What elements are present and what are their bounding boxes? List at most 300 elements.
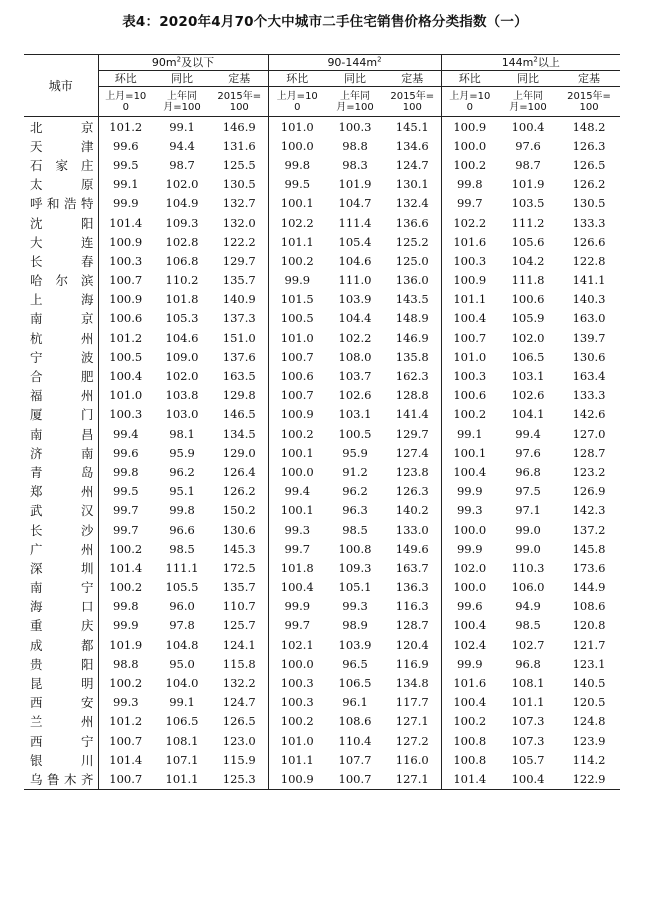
index-value: 98.7 <box>169 157 195 172</box>
index-value: 173.6 <box>572 560 606 575</box>
index-value: 102.2 <box>441 213 498 232</box>
index-value: 100.1 <box>268 194 326 213</box>
index-value: 99.7 <box>441 194 498 213</box>
index-value: 126.6 <box>572 234 606 249</box>
index-value: 99.7 <box>98 501 153 520</box>
index-value: 146.9 <box>395 330 429 345</box>
index-value: 96.0 <box>169 599 195 614</box>
index-value: 100.2 <box>441 405 498 424</box>
index-value: 128.7 <box>572 445 606 460</box>
index-value: 99.8 <box>98 597 153 616</box>
base-header-yoy <box>153 87 211 117</box>
index-value: 99.0 <box>515 522 541 537</box>
index-value: 111.0 <box>338 273 372 288</box>
table-row <box>24 769 620 789</box>
base-header-line2: 月=100 <box>336 101 374 113</box>
city-name: 上海 <box>30 292 94 308</box>
index-value: 102.8 <box>165 234 199 249</box>
index-value: 103.1 <box>338 407 372 422</box>
index-value: 108.6 <box>338 714 372 729</box>
index-value: 122.8 <box>572 253 606 268</box>
index-value: 149.6 <box>395 541 429 556</box>
index-value: 101.6 <box>441 673 498 692</box>
index-value: 100.2 <box>268 251 326 270</box>
price-index-table <box>24 54 620 790</box>
index-value: 101.4 <box>98 213 153 232</box>
table-row <box>24 309 620 328</box>
index-value: 91.2 <box>342 464 368 479</box>
index-value: 163.4 <box>572 369 606 384</box>
index-value: 137.3 <box>222 311 256 326</box>
index-value: 136.3 <box>395 580 429 595</box>
index-value: 137.6 <box>222 349 256 364</box>
base-header-line1: 上月=10 <box>276 90 318 102</box>
index-value: 104.6 <box>338 253 372 268</box>
index-value: 100.0 <box>268 462 326 481</box>
index-value: 134.6 <box>395 138 429 153</box>
index-value: 102.0 <box>165 177 199 192</box>
index-value: 145.8 <box>572 541 606 556</box>
index-value: 144.9 <box>572 580 606 595</box>
index-value: 96.8 <box>515 464 541 479</box>
index-value: 99.3 <box>98 693 153 712</box>
index-value: 133.3 <box>572 215 606 230</box>
table-header <box>24 55 620 117</box>
table-row <box>24 175 620 194</box>
index-value: 100.4 <box>268 578 326 597</box>
index-value: 114.2 <box>572 752 606 767</box>
city-name: 长春 <box>30 253 94 269</box>
index-value: 127.0 <box>572 426 606 441</box>
city-name: 广州 <box>30 541 94 557</box>
index-value: 101.4 <box>98 750 153 769</box>
index-value: 101.9 <box>338 177 372 192</box>
index-value: 145.3 <box>222 541 256 556</box>
index-value: 127.4 <box>395 445 429 460</box>
index-value: 104.2 <box>511 253 545 268</box>
base-header-mom <box>98 87 153 117</box>
index-value: 100.8 <box>338 541 372 556</box>
base-header-base <box>211 87 268 117</box>
index-value: 99.9 <box>441 539 498 558</box>
city-name: 北京 <box>24 117 98 137</box>
index-value: 103.7 <box>338 369 372 384</box>
index-value: 103.9 <box>338 637 372 652</box>
index-value: 140.5 <box>572 676 606 691</box>
base-header-line2: 0 <box>122 101 129 113</box>
index-value: 100.3 <box>441 251 498 270</box>
index-value: 100.2 <box>268 712 326 731</box>
index-value: 103.0 <box>165 407 199 422</box>
index-value: 103.9 <box>338 292 372 307</box>
index-value: 146.9 <box>211 117 268 137</box>
index-value: 110.2 <box>165 273 199 288</box>
index-value: 100.7 <box>98 271 153 290</box>
index-value: 104.8 <box>165 637 199 652</box>
index-value: 125.2 <box>395 234 429 249</box>
table-row <box>24 271 620 290</box>
city-name: 贵阳 <box>30 656 94 672</box>
city-column-header: 城市 <box>24 55 98 117</box>
index-value: 100.6 <box>511 292 545 307</box>
index-value: 95.9 <box>342 445 368 460</box>
index-value: 128.7 <box>395 618 429 633</box>
index-value: 116.9 <box>395 656 429 671</box>
table-row <box>24 424 620 443</box>
index-value: 115.9 <box>222 752 256 767</box>
index-value: 130.6 <box>222 522 256 537</box>
index-value: 101.1 <box>268 750 326 769</box>
index-value: 99.9 <box>441 654 498 673</box>
index-value: 125.7 <box>222 618 256 633</box>
city-name: 呼和浩特 <box>30 196 94 212</box>
table-row <box>24 405 620 424</box>
index-value: 102.2 <box>338 330 372 345</box>
index-value: 100.2 <box>98 673 153 692</box>
table-row <box>24 750 620 769</box>
sub-header-row <box>24 71 620 87</box>
sub-header-mom: 环比 <box>268 71 326 87</box>
index-value: 98.8 <box>342 138 368 153</box>
base-header-line2: 0 <box>466 101 473 113</box>
table-row <box>24 482 620 501</box>
index-value: 107.1 <box>165 752 199 767</box>
index-value: 100.7 <box>268 386 326 405</box>
index-value: 100.6 <box>441 386 498 405</box>
index-value: 99.4 <box>515 426 541 441</box>
index-value: 100.7 <box>268 347 326 366</box>
index-value: 127.2 <box>395 733 429 748</box>
index-value: 99.9 <box>268 597 326 616</box>
table-title: 表4：2020年4月70个大中城市二手住宅销售价格分类指数（一） <box>122 14 528 30</box>
index-value: 96.1 <box>342 695 368 710</box>
table-row <box>24 290 620 309</box>
index-value: 99.1 <box>98 175 153 194</box>
table-row <box>24 155 620 174</box>
city-name: 合肥 <box>30 369 94 385</box>
index-value: 105.9 <box>511 311 545 326</box>
sub-header-base: 定基 <box>384 71 441 87</box>
index-value: 96.6 <box>169 522 195 537</box>
index-value: 102.0 <box>165 369 199 384</box>
index-value: 96.2 <box>169 464 195 479</box>
sub-header-base: 定基 <box>558 71 620 87</box>
index-value: 100.3 <box>441 366 498 385</box>
index-value: 129.8 <box>222 388 256 403</box>
city-name: 石家庄 <box>30 157 94 173</box>
index-value: 111.2 <box>511 215 545 230</box>
base-header-line2: 月=100 <box>509 101 547 113</box>
city-name: 南昌 <box>30 426 94 442</box>
table-row <box>24 366 620 385</box>
table-body <box>24 117 620 790</box>
index-value: 101.2 <box>98 328 153 347</box>
index-value: 140.3 <box>572 292 606 307</box>
index-value: 130.5 <box>572 196 606 211</box>
index-value: 99.6 <box>98 443 153 462</box>
index-value: 133.0 <box>395 522 429 537</box>
index-value: 100.0 <box>268 654 326 673</box>
table-row <box>24 673 620 692</box>
city-name: 昆明 <box>30 676 94 692</box>
index-value: 111.8 <box>511 273 545 288</box>
index-value: 98.5 <box>342 522 368 537</box>
index-value: 99.3 <box>342 599 368 614</box>
index-value: 98.8 <box>98 654 153 673</box>
city-name: 武汉 <box>30 503 94 519</box>
index-value: 100.7 <box>326 769 384 789</box>
index-value: 120.5 <box>572 695 606 710</box>
index-value: 99.8 <box>98 462 153 481</box>
base-header-mom <box>441 87 498 117</box>
base-header-base <box>384 87 441 117</box>
index-value: 127.1 <box>384 769 441 789</box>
index-value: 109.0 <box>165 349 199 364</box>
index-value: 101.1 <box>153 769 211 789</box>
base-header-line2: 100 <box>229 101 249 113</box>
index-value: 100.3 <box>98 251 153 270</box>
index-value: 100.1 <box>441 443 498 462</box>
index-value: 105.3 <box>165 311 199 326</box>
base-header-line1: 上年同 <box>167 90 197 102</box>
index-value: 100.2 <box>441 712 498 731</box>
index-value: 129.0 <box>222 445 256 460</box>
index-value: 102.4 <box>441 635 498 654</box>
index-value: 100.5 <box>338 426 372 441</box>
index-value: 99.7 <box>268 539 326 558</box>
city-name: 成都 <box>30 637 94 653</box>
index-value: 100.3 <box>268 673 326 692</box>
index-value: 100.9 <box>268 769 326 789</box>
index-value: 99.9 <box>441 482 498 501</box>
index-value: 124.1 <box>222 637 256 652</box>
index-value: 103.1 <box>511 369 545 384</box>
index-value: 104.7 <box>338 196 372 211</box>
index-value: 107.7 <box>338 752 372 767</box>
index-value: 109.3 <box>165 215 199 230</box>
index-value: 100.0 <box>441 578 498 597</box>
base-header-mom <box>268 87 326 117</box>
index-value: 99.0 <box>515 541 541 556</box>
index-value: 101.1 <box>268 232 326 251</box>
index-value: 94.9 <box>515 599 541 614</box>
index-value: 101.0 <box>268 328 326 347</box>
table-row <box>24 520 620 539</box>
city-name: 福州 <box>30 388 94 404</box>
index-value: 104.0 <box>165 676 199 691</box>
index-value: 106.8 <box>165 253 199 268</box>
index-value: 136.6 <box>395 215 429 230</box>
base-header-line1: 上月=10 <box>449 90 491 102</box>
base-header-yoy <box>498 87 558 117</box>
base-header-base <box>558 87 620 117</box>
index-value: 96.5 <box>342 656 368 671</box>
index-value: 100.2 <box>268 424 326 443</box>
city-name: 乌鲁木齐 <box>24 769 98 789</box>
index-value: 139.7 <box>572 330 606 345</box>
index-value: 123.1 <box>572 656 606 671</box>
index-value: 120.4 <box>395 637 429 652</box>
index-value: 105.1 <box>338 580 372 595</box>
index-value: 100.1 <box>268 501 326 520</box>
index-value: 99.8 <box>441 175 498 194</box>
group-header-small: $90m^2$及以下 <box>98 55 268 71</box>
index-value: 99.7 <box>98 520 153 539</box>
city-name: 深圳 <box>30 560 94 576</box>
group-header-large: $144m^2$以上 <box>441 55 620 71</box>
index-value: 98.5 <box>169 541 195 556</box>
base-header-line2: 100 <box>579 101 599 113</box>
index-value: 148.9 <box>395 311 429 326</box>
group-header-medium: $90-144m^2$ <box>268 55 441 71</box>
city-name: 长沙 <box>30 522 94 538</box>
index-value: 99.9 <box>98 194 153 213</box>
city-name: 沈阳 <box>30 215 94 231</box>
index-value: 100.4 <box>498 769 558 789</box>
city-name: 南京 <box>30 311 94 327</box>
table-row <box>24 347 620 366</box>
index-value: 162.3 <box>395 369 429 384</box>
index-value: 126.3 <box>395 484 429 499</box>
base-header-line2: 月=100 <box>163 101 201 113</box>
index-value: 109.3 <box>338 560 372 575</box>
index-value: 135.8 <box>395 349 429 364</box>
index-value: 98.1 <box>169 426 195 441</box>
index-value: 125.0 <box>395 253 429 268</box>
city-name: 兰州 <box>30 714 94 730</box>
index-value: 101.9 <box>98 635 153 654</box>
index-value: 100.0 <box>441 136 498 155</box>
index-value: 101.5 <box>268 290 326 309</box>
base-header-line1: 2015年= <box>390 90 435 102</box>
index-value: 100.3 <box>268 693 326 712</box>
index-value: 100.7 <box>441 328 498 347</box>
index-value: 127.1 <box>395 714 429 729</box>
index-value: 101.1 <box>511 695 545 710</box>
base-header-line2: 0 <box>294 101 301 113</box>
index-value: 101.2 <box>98 117 153 137</box>
table-row <box>24 712 620 731</box>
index-value: 108.1 <box>165 733 199 748</box>
index-value: 99.3 <box>268 520 326 539</box>
index-value: 143.5 <box>395 292 429 307</box>
index-value: 130.5 <box>222 177 256 192</box>
sub-header-yoy: 同比 <box>153 71 211 87</box>
index-value: 172.5 <box>222 560 256 575</box>
index-value: 105.7 <box>511 752 545 767</box>
sub-header-yoy: 同比 <box>326 71 384 87</box>
index-value: 101.0 <box>98 386 153 405</box>
index-value: 96.2 <box>342 484 368 499</box>
index-value: 95.1 <box>169 484 195 499</box>
index-value: 102.0 <box>441 558 498 577</box>
base-header-line1: 上年同 <box>340 90 370 102</box>
index-value: 110.7 <box>222 599 256 614</box>
base-header-line2: 100 <box>402 101 422 113</box>
index-value: 101.1 <box>441 290 498 309</box>
index-value: 100.5 <box>98 347 153 366</box>
index-value: 99.3 <box>441 501 498 520</box>
table-row <box>24 117 620 137</box>
index-value: 117.7 <box>395 695 429 710</box>
index-value: 140.9 <box>222 292 256 307</box>
index-value: 100.1 <box>268 443 326 462</box>
index-value: 99.6 <box>98 136 153 155</box>
base-header-line1: 上月=10 <box>105 90 147 102</box>
index-value: 125.3 <box>211 769 268 789</box>
index-value: 129.7 <box>222 253 256 268</box>
index-value: 99.6 <box>441 597 498 616</box>
index-value: 126.5 <box>222 714 256 729</box>
index-value: 100.0 <box>441 520 498 539</box>
city-name: 重庆 <box>30 618 94 634</box>
index-value: 100.2 <box>441 155 498 174</box>
index-value: 100.4 <box>441 693 498 712</box>
index-value: 101.4 <box>441 769 498 789</box>
index-value: 98.7 <box>515 157 541 172</box>
index-value: 99.9 <box>268 271 326 290</box>
index-value: 100.9 <box>268 405 326 424</box>
index-value: 110.4 <box>338 733 372 748</box>
index-value: 104.1 <box>511 407 545 422</box>
index-value: 130.6 <box>572 349 606 364</box>
index-value: 126.2 <box>572 177 606 192</box>
index-value: 148.2 <box>558 117 620 137</box>
index-value: 99.5 <box>268 175 326 194</box>
index-value: 132.0 <box>222 215 256 230</box>
index-value: 111.1 <box>165 560 199 575</box>
index-value: 124.7 <box>222 695 256 710</box>
table-row <box>24 693 620 712</box>
index-value: 100.9 <box>441 117 498 137</box>
base-header-row <box>24 87 620 117</box>
index-value: 104.6 <box>165 330 199 345</box>
index-value: 151.0 <box>222 330 256 345</box>
index-value: 122.2 <box>222 234 256 249</box>
index-value: 136.0 <box>395 273 429 288</box>
index-value: 102.6 <box>511 388 545 403</box>
index-value: 132.2 <box>222 676 256 691</box>
index-value: 132.4 <box>395 196 429 211</box>
city-name: 天津 <box>30 138 94 154</box>
index-value: 101.8 <box>268 558 326 577</box>
index-value: 115.8 <box>222 656 256 671</box>
index-value: 99.1 <box>153 117 211 137</box>
table-row <box>24 462 620 481</box>
index-value: 99.7 <box>268 616 326 635</box>
index-value: 102.0 <box>511 330 545 345</box>
city-name: 太原 <box>30 177 94 193</box>
index-value: 106.5 <box>338 676 372 691</box>
index-value: 100.4 <box>441 462 498 481</box>
index-value: 107.3 <box>511 733 545 748</box>
index-value: 126.4 <box>222 464 256 479</box>
table-row <box>24 328 620 347</box>
index-value: 131.6 <box>222 138 256 153</box>
index-value: 99.4 <box>268 482 326 501</box>
index-value: 101.6 <box>441 232 498 251</box>
index-value: 116.0 <box>395 752 429 767</box>
index-value: 140.2 <box>395 503 429 518</box>
index-value: 163.5 <box>222 369 256 384</box>
city-name: 郑州 <box>30 484 94 500</box>
index-value: 102.7 <box>511 637 545 652</box>
index-value: 105.6 <box>511 234 545 249</box>
index-value: 99.8 <box>268 155 326 174</box>
index-value: 111.4 <box>338 215 372 230</box>
index-value: 101.4 <box>98 558 153 577</box>
index-value: 126.2 <box>222 484 256 499</box>
